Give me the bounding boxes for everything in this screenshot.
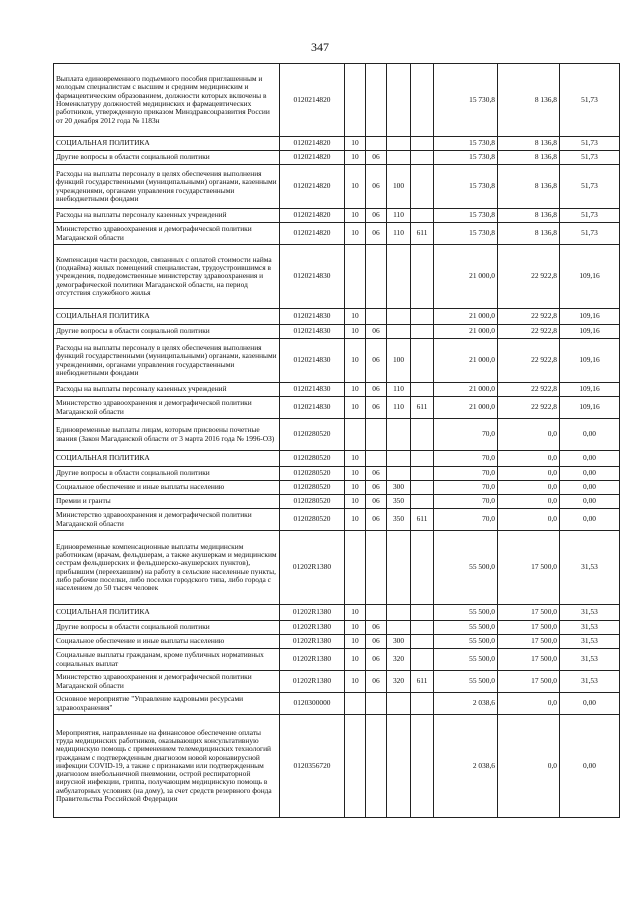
row-planned-amount: 15 730,8	[434, 64, 498, 137]
table-row	[54, 693, 620, 715]
row-name: Социальные выплаты гражданам, кроме публичных нормативных социальных выплат	[54, 649, 280, 671]
table-row	[54, 481, 620, 495]
row-subsection	[366, 137, 387, 151]
row-actual-amount: 8 136,8	[498, 165, 560, 209]
row-percent: 51,73	[560, 223, 620, 245]
row-section: 10	[345, 151, 366, 165]
row-subsection: 06	[366, 635, 387, 649]
table-row	[54, 151, 620, 165]
row-department: 611	[411, 223, 434, 245]
row-planned-amount: 55 500,0	[434, 621, 498, 635]
row-planned-amount: 55 500,0	[434, 605, 498, 621]
row-planned-amount: 21 000,0	[434, 339, 498, 383]
row-name: Единовременные выплаты лицам, которым присвоены почетные звания (Закон Магаданской области от 3 марта 2016 года № 1996-ОЗ)	[54, 419, 280, 451]
table-row	[54, 635, 620, 649]
row-percent: 109,16	[560, 339, 620, 383]
row-section: 10	[345, 467, 366, 481]
row-subsection	[366, 605, 387, 621]
row-section: 10	[345, 649, 366, 671]
row-percent: 109,16	[560, 325, 620, 339]
row-department	[411, 339, 434, 383]
row-planned-amount: 70,0	[434, 467, 498, 481]
row-planned-amount: 15 730,8	[434, 165, 498, 209]
row-name: Социальное обеспечение и иные выплаты населению	[54, 481, 280, 495]
row-percent: 31,53	[560, 635, 620, 649]
row-percent: 0,00	[560, 467, 620, 481]
row-actual-amount: 17 500,0	[498, 531, 560, 605]
row-section	[345, 693, 366, 715]
row-section: 10	[345, 383, 366, 397]
row-section	[345, 531, 366, 605]
row-planned-amount: 70,0	[434, 509, 498, 531]
row-actual-amount: 8 136,8	[498, 209, 560, 223]
row-expense-type	[387, 309, 411, 325]
row-code: 0120214830	[280, 383, 345, 397]
row-code: 0120280520	[280, 509, 345, 531]
row-expense-type: 110	[387, 209, 411, 223]
table-row	[54, 621, 620, 635]
row-planned-amount: 70,0	[434, 481, 498, 495]
row-subsection	[366, 693, 387, 715]
row-code: 01202R1380	[280, 649, 345, 671]
row-expense-type	[387, 531, 411, 605]
page-number: 347	[311, 40, 329, 54]
row-expense-type: 100	[387, 339, 411, 383]
row-percent: 0,00	[560, 419, 620, 451]
row-actual-amount: 8 136,8	[498, 151, 560, 165]
row-planned-amount: 55 500,0	[434, 649, 498, 671]
table-row	[54, 419, 620, 451]
row-expense-type: 110	[387, 397, 411, 419]
row-section: 10	[345, 223, 366, 245]
row-percent: 31,53	[560, 621, 620, 635]
row-section: 10	[345, 605, 366, 621]
row-department	[411, 64, 434, 137]
row-expense-type: 350	[387, 509, 411, 531]
row-department	[411, 531, 434, 605]
table-row	[54, 495, 620, 509]
row-code: 01202R1380	[280, 531, 345, 605]
row-name: СОЦИАЛЬНАЯ ПОЛИТИКА	[54, 137, 280, 151]
row-expense-type	[387, 605, 411, 621]
row-department: 611	[411, 397, 434, 419]
row-expense-type	[387, 137, 411, 151]
row-department	[411, 137, 434, 151]
row-department	[411, 715, 434, 818]
row-name: Другие вопросы в области социальной политики	[54, 325, 280, 339]
row-actual-amount: 0,0	[498, 419, 560, 451]
row-actual-amount: 22 922,8	[498, 397, 560, 419]
row-actual-amount: 0,0	[498, 495, 560, 509]
row-department	[411, 621, 434, 635]
row-planned-amount: 2 038,6	[434, 693, 498, 715]
row-percent: 0,00	[560, 451, 620, 467]
row-code: 0120214820	[280, 64, 345, 137]
row-code: 0120214830	[280, 339, 345, 383]
row-planned-amount: 15 730,8	[434, 209, 498, 223]
row-percent: 109,16	[560, 245, 620, 309]
row-section: 10	[345, 325, 366, 339]
table-row	[54, 467, 620, 481]
row-subsection	[366, 245, 387, 309]
row-subsection: 06	[366, 509, 387, 531]
row-section: 10	[345, 509, 366, 531]
row-department	[411, 383, 434, 397]
table-row	[54, 137, 620, 151]
row-planned-amount: 70,0	[434, 451, 498, 467]
table-row	[54, 64, 620, 137]
row-subsection: 06	[366, 151, 387, 165]
row-actual-amount: 0,0	[498, 481, 560, 495]
row-expense-type	[387, 467, 411, 481]
row-subsection: 06	[366, 325, 387, 339]
table-row	[54, 223, 620, 245]
row-percent: 51,73	[560, 209, 620, 223]
row-code: 0120214830	[280, 245, 345, 309]
row-planned-amount: 55 500,0	[434, 635, 498, 649]
row-subsection: 06	[366, 339, 387, 383]
row-percent: 0,00	[560, 715, 620, 818]
row-name: Министерство здравоохранения и демографической политики Магаданской области	[54, 397, 280, 419]
row-department	[411, 309, 434, 325]
row-subsection: 06	[366, 397, 387, 419]
row-code: 0120214820	[280, 137, 345, 151]
row-code: 01202R1380	[280, 635, 345, 649]
row-code: 0120280520	[280, 451, 345, 467]
row-percent: 0,00	[560, 495, 620, 509]
row-department	[411, 649, 434, 671]
row-department	[411, 635, 434, 649]
row-code: 0120214820	[280, 223, 345, 245]
row-actual-amount: 22 922,8	[498, 245, 560, 309]
row-subsection: 06	[366, 495, 387, 509]
table-row	[54, 165, 620, 209]
table-row	[54, 209, 620, 223]
row-name: Компенсация части расходов, связанных с оплатой стоимости найма (поднайма) жилых помещений специалистам, трудоустроившимся в учреждения, подведомственные министерству здравоохранения и демографической политики Магаданской области, на период отсутствия служебного жилья	[54, 245, 280, 309]
table-row	[54, 671, 620, 693]
row-section: 10	[345, 339, 366, 383]
row-planned-amount: 21 000,0	[434, 397, 498, 419]
row-actual-amount: 22 922,8	[498, 383, 560, 397]
row-name: Расходы на выплаты персоналу казенных учреждений	[54, 209, 280, 223]
row-department	[411, 467, 434, 481]
row-expense-type	[387, 451, 411, 467]
row-name: Расходы на выплаты персоналу казенных учреждений	[54, 383, 280, 397]
row-department	[411, 693, 434, 715]
row-percent: 0,00	[560, 509, 620, 531]
row-section: 10	[345, 397, 366, 419]
row-expense-type	[387, 419, 411, 451]
row-actual-amount: 17 500,0	[498, 671, 560, 693]
row-percent: 109,16	[560, 309, 620, 325]
row-expense-type: 320	[387, 671, 411, 693]
row-expense-type	[387, 715, 411, 818]
row-subsection	[366, 531, 387, 605]
table-row	[54, 397, 620, 419]
row-code: 0120214820	[280, 209, 345, 223]
row-department	[411, 209, 434, 223]
row-section: 10	[345, 209, 366, 223]
row-percent: 51,73	[560, 165, 620, 209]
row-code: 0120300000	[280, 693, 345, 715]
row-actual-amount: 8 136,8	[498, 223, 560, 245]
row-subsection: 06	[366, 621, 387, 635]
row-subsection: 06	[366, 649, 387, 671]
row-code: 0120356720	[280, 715, 345, 818]
row-planned-amount: 21 000,0	[434, 245, 498, 309]
row-planned-amount: 15 730,8	[434, 223, 498, 245]
row-code: 01202R1380	[280, 605, 345, 621]
row-section: 10	[345, 621, 366, 635]
row-subsection: 06	[366, 383, 387, 397]
row-department	[411, 325, 434, 339]
table-row	[54, 339, 620, 383]
table-row	[54, 451, 620, 467]
row-department	[411, 481, 434, 495]
row-subsection: 06	[366, 671, 387, 693]
row-actual-amount: 22 922,8	[498, 309, 560, 325]
row-section: 10	[345, 165, 366, 209]
row-name: Премии и гранты	[54, 495, 280, 509]
row-percent: 31,53	[560, 649, 620, 671]
row-percent: 109,16	[560, 397, 620, 419]
row-name: СОЦИАЛЬНАЯ ПОЛИТИКА	[54, 605, 280, 621]
row-code: 01202R1380	[280, 621, 345, 635]
row-code: 0120280520	[280, 481, 345, 495]
row-expense-type	[387, 693, 411, 715]
table-row	[54, 531, 620, 605]
row-name: Министерство здравоохранения и демографической политики Магаданской области	[54, 509, 280, 531]
row-planned-amount: 21 000,0	[434, 309, 498, 325]
row-department	[411, 245, 434, 309]
row-department	[411, 605, 434, 621]
row-actual-amount: 8 136,8	[498, 137, 560, 151]
row-planned-amount: 70,0	[434, 495, 498, 509]
row-expense-type: 110	[387, 383, 411, 397]
row-subsection	[366, 419, 387, 451]
row-expense-type	[387, 325, 411, 339]
row-expense-type	[387, 621, 411, 635]
row-percent: 51,73	[560, 151, 620, 165]
row-actual-amount: 17 500,0	[498, 649, 560, 671]
row-code: 0120214830	[280, 325, 345, 339]
row-section	[345, 245, 366, 309]
row-name: Другие вопросы в области социальной политики	[54, 621, 280, 635]
row-code: 0120214830	[280, 309, 345, 325]
row-name: Мероприятия, направленные на финансовое обеспечение оплаты труда медицинских работников, оказывающих консультативную медицинскую помощь с применением телемедицинских технологий гражданам с подтвержденным диагнозом новой коронавирусной инфекции COVID-19, а также с признаками или подтвержденным диагнозом внебольничной пневмонии, острой респираторной вирусной инфекции, гриппа, получающим медицинскую помощь в амбулаторных условиях (на дому), за счет средств резервного фонда Правительства Российской Федерации	[54, 715, 280, 818]
row-subsection	[366, 715, 387, 818]
row-code: 0120214820	[280, 151, 345, 165]
row-actual-amount: 17 500,0	[498, 635, 560, 649]
row-planned-amount: 55 500,0	[434, 531, 498, 605]
row-section	[345, 64, 366, 137]
row-planned-amount: 21 000,0	[434, 325, 498, 339]
row-actual-amount: 0,0	[498, 715, 560, 818]
row-percent: 51,73	[560, 64, 620, 137]
row-name: СОЦИАЛЬНАЯ ПОЛИТИКА	[54, 309, 280, 325]
row-name: Министерство здравоохранения и демографической политики Магаданской области	[54, 671, 280, 693]
table-row	[54, 325, 620, 339]
row-expense-type: 300	[387, 635, 411, 649]
row-subsection: 06	[366, 481, 387, 495]
row-percent: 109,16	[560, 383, 620, 397]
table-row	[54, 605, 620, 621]
table-row	[54, 509, 620, 531]
row-section: 10	[345, 309, 366, 325]
row-department	[411, 165, 434, 209]
row-actual-amount: 8 136,8	[498, 64, 560, 137]
row-actual-amount: 17 500,0	[498, 621, 560, 635]
row-expense-type: 100	[387, 165, 411, 209]
row-section: 10	[345, 481, 366, 495]
row-code: 01202R1380	[280, 671, 345, 693]
table-row	[54, 715, 620, 818]
row-section: 10	[345, 635, 366, 649]
row-actual-amount: 0,0	[498, 467, 560, 481]
row-name: Выплата единовременного подъемного пособия приглашенным и молодым специалистам с высшим и средним медицинским и фармацевтическим образованием, должности которых включены в Номенклатуру должностей медицинских и фармацевтических работников, утвержденную приказом Минздравсоцразвития России от 20 декабря 2012 года № 1183н	[54, 64, 280, 137]
row-percent: 51,73	[560, 137, 620, 151]
row-expense-type: 320	[387, 649, 411, 671]
row-subsection	[366, 451, 387, 467]
row-name: СОЦИАЛЬНАЯ ПОЛИТИКА	[54, 451, 280, 467]
table-row	[54, 309, 620, 325]
row-expense-type: 300	[387, 481, 411, 495]
row-planned-amount: 21 000,0	[434, 383, 498, 397]
row-name: Министерство здравоохранения и демографической политики Магаданской области	[54, 223, 280, 245]
row-subsection: 06	[366, 467, 387, 481]
row-planned-amount: 70,0	[434, 419, 498, 451]
row-department	[411, 151, 434, 165]
row-expense-type	[387, 64, 411, 137]
row-actual-amount: 17 500,0	[498, 605, 560, 621]
row-expense-type: 350	[387, 495, 411, 509]
row-percent: 0,00	[560, 481, 620, 495]
row-department	[411, 419, 434, 451]
row-name: Социальное обеспечение и иные выплаты населению	[54, 635, 280, 649]
row-section	[345, 419, 366, 451]
row-percent: 31,53	[560, 531, 620, 605]
table-row	[54, 245, 620, 309]
row-expense-type: 110	[387, 223, 411, 245]
row-actual-amount: 22 922,8	[498, 325, 560, 339]
row-expense-type	[387, 151, 411, 165]
table-row	[54, 649, 620, 671]
row-actual-amount: 0,0	[498, 509, 560, 531]
row-name: Единовременные компенсационные выплаты медицинским работникам (врачам, фельдшерам, а также акушеркам и медицинским сестрам фельдшерских и фельдшерско-акушерских пунктов), прибывшим (переехавшим) на работу в сельские населенные пункты, либо рабочие поселки, либо поселки городского типа, либо города с населением до 50 тысяч человек	[54, 531, 280, 605]
row-planned-amount: 2 038,6	[434, 715, 498, 818]
row-department: 611	[411, 509, 434, 531]
row-planned-amount: 15 730,8	[434, 137, 498, 151]
row-name: Основное мероприятие "Управление кадровыми ресурсами здравоохранения"	[54, 693, 280, 715]
row-planned-amount: 15 730,8	[434, 151, 498, 165]
row-department	[411, 451, 434, 467]
row-department: 611	[411, 671, 434, 693]
row-subsection: 06	[366, 223, 387, 245]
row-subsection	[366, 64, 387, 137]
table-row	[54, 383, 620, 397]
row-code: 0120214820	[280, 165, 345, 209]
row-code: 0120280520	[280, 467, 345, 481]
row-code: 0120280520	[280, 495, 345, 509]
row-subsection	[366, 309, 387, 325]
row-percent: 31,53	[560, 605, 620, 621]
row-section: 10	[345, 451, 366, 467]
row-name: Другие вопросы в области социальной политики	[54, 467, 280, 481]
row-actual-amount: 22 922,8	[498, 339, 560, 383]
row-expense-type	[387, 245, 411, 309]
row-section: 10	[345, 137, 366, 151]
row-actual-amount: 0,0	[498, 693, 560, 715]
row-section	[345, 715, 366, 818]
row-department	[411, 495, 434, 509]
row-name: Расходы на выплаты персоналу в целях обеспечения выполнения функций государственными (муниципальными) органами, казенными учреждениями, органами управления государственными внебюджетными фондами	[54, 165, 280, 209]
row-section: 10	[345, 671, 366, 693]
row-percent: 31,53	[560, 671, 620, 693]
row-code: 0120280520	[280, 419, 345, 451]
row-planned-amount: 55 500,0	[434, 671, 498, 693]
row-actual-amount: 0,0	[498, 451, 560, 467]
row-percent: 0,00	[560, 693, 620, 715]
row-subsection: 06	[366, 165, 387, 209]
row-code: 0120214830	[280, 397, 345, 419]
row-name: Расходы на выплаты персоналу в целях обеспечения выполнения функций государственными (муниципальными) органами, казенными учреждениями, органами управления государственными внебюджетными фондами	[54, 339, 280, 383]
row-name: Другие вопросы в области социальной политики	[54, 151, 280, 165]
row-subsection: 06	[366, 209, 387, 223]
row-section: 10	[345, 495, 366, 509]
budget-table	[53, 63, 620, 818]
